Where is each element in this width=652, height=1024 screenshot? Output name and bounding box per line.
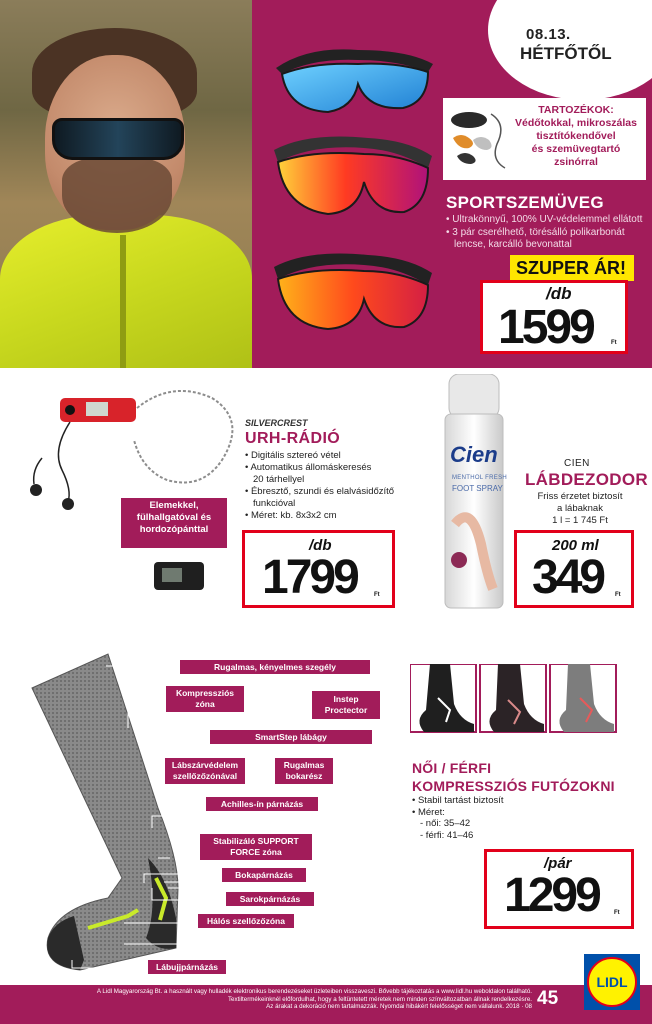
date-line1: 08.13.: [526, 26, 571, 43]
bullet-item: • Stabil tartást biztosít: [412, 795, 504, 806]
sock-label-toe: Lábujjpárnázás: [148, 960, 226, 974]
accessories-line: zsinórral: [554, 156, 598, 168]
page-number: 45: [537, 988, 559, 1009]
accessories-line: TARTOZÉKOK:: [538, 104, 614, 116]
can-line2: FOOT SPRAY: [452, 484, 503, 493]
radio-accessories-tag: [121, 498, 227, 548]
socks-title-line1: NŐI / FÉRFI: [412, 760, 492, 776]
bullet-item: funkcióval: [253, 498, 296, 509]
bullet-item: • Automatikus állomáskeresés: [245, 462, 372, 473]
sock-label-heel: Sarokpárnázás: [226, 892, 314, 906]
bullet-item: lencse, karcálló bevonattal: [454, 239, 572, 250]
desc-line: a lábaknak: [557, 503, 603, 514]
sock-label-instep: Instep Proctector: [312, 691, 380, 719]
price-currency: Ft: [374, 592, 380, 598]
sock-label-ankle: Rugalmas bokarész: [275, 758, 333, 784]
radio-brand: SILVERCREST: [245, 418, 308, 428]
sock-label-support: Stabilizáló SUPPORT FORCE zóna: [200, 834, 312, 860]
sunglasses-blue-image: [268, 38, 438, 118]
lidl-logo-icon: [584, 954, 640, 1010]
spray-brand: CIEN: [564, 458, 590, 469]
accessories-line: Védőtokkal, mikroszálas: [515, 117, 637, 129]
price-unit: /pár: [544, 855, 572, 872]
model-photo: [0, 0, 252, 368]
price-unit: /db: [546, 284, 572, 303]
bullet-item: - női: 35–42: [420, 818, 471, 829]
price-currency: Ft: [611, 340, 617, 346]
desc-line: 1 l = 1 745 Ft: [552, 515, 608, 526]
super-price-text: SZUPER ÁR!: [516, 258, 627, 278]
price-currency: Ft: [615, 592, 621, 598]
tag-line: hordozópánttal: [139, 524, 209, 535]
sock-variants-image: [410, 664, 645, 734]
bullet-item: • Ultrakönnyű, 100% UV-védelemmel ellátott: [446, 214, 643, 225]
accessories-line: tisztítókendővel: [536, 130, 616, 142]
bullet-item: • Ébresztő, szundi és elalvásidőzítő: [245, 486, 395, 497]
accessories-text: [510, 104, 642, 169]
date-line2: HÉTFŐTŐL: [520, 44, 612, 63]
tag-line: Elemekkel,: [149, 500, 199, 511]
accessories-image: [447, 104, 511, 174]
sunglasses-price: 1599: [498, 301, 593, 354]
jacket-zip: [120, 235, 126, 368]
spray-description: [520, 491, 640, 527]
legal-line: A Lidl Magyarország Bt. a használt vagy hulladék elektronikus berendezéseket üzleteiben visszaveszi. Bővebb tájékoztatás a www.lidl.hu weboldalon található.: [96, 988, 532, 995]
jacket-shape: [0, 215, 252, 368]
bullet-item: • Digitális sztereó vétel: [245, 450, 341, 461]
sunglasses-bullets: [446, 214, 646, 252]
sock-label-ankle-pad: Bokapárnázás: [222, 868, 306, 882]
desc-line: Friss érzetet biztosít: [537, 491, 623, 502]
can-brand: Cien: [450, 442, 498, 467]
socks-title: [412, 759, 615, 795]
sunglasses-red-image: [268, 128, 438, 228]
sock-label-achilles: Achilles-ín párnázás: [206, 797, 318, 811]
radio-case-image: [150, 552, 210, 608]
beard-shape: [62, 158, 172, 233]
tag-line: fülhallgatóval és: [136, 512, 212, 523]
lidl-logo: [584, 954, 640, 1010]
socks-bullets: [412, 795, 612, 841]
worn-sunglasses: [52, 118, 184, 160]
radio-price: 1799: [262, 551, 357, 604]
radio-bullets: [245, 450, 405, 522]
price-unit: 200 ml: [552, 537, 599, 554]
legal-line: Az árakat a dekoráció nem tartalmazzák. Nyomdai hibákért felelősséget nem vállalunk. 2018 · 08: [266, 1003, 532, 1010]
bullet-item: - férfi: 41–46: [420, 829, 474, 841]
bullet-item: 20 tárhellyel: [253, 474, 305, 485]
bullet-item: • Méret: kb. 8x3x2 cm: [245, 510, 337, 521]
accessories-line: és szemüvegtartó: [531, 143, 621, 155]
bullet-item: • Méret:: [412, 806, 445, 818]
radio-title: URH-RÁDIÓ: [245, 430, 341, 447]
radio-image: [22, 380, 242, 510]
sock-label-cuff: Rugalmas, kényelmes szegély: [180, 660, 370, 674]
socks-price: 1299: [504, 869, 599, 922]
sock-label-shin: Lábszárvédelem szellőzőzónával: [165, 758, 245, 784]
sock-label-mesh: Hálós szellőzőzóna: [198, 914, 294, 928]
spray-price: 349: [532, 551, 604, 604]
price-currency: Ft: [614, 910, 620, 916]
spray-title: LÁBDEZODOR: [525, 470, 648, 489]
sunglasses-title: SPORTSZEMÜVEG: [446, 193, 604, 212]
bullet-item: • 3 pár cserélhető, törésálló polikarbonát: [446, 226, 625, 238]
sock-label-compression: Kompressziós zóna: [166, 686, 244, 712]
sunglasses-orange-image: [268, 245, 438, 340]
lidl-logo-text: LIDL: [596, 974, 628, 990]
sock-label-smartstep: SmartStep lábágy: [210, 730, 372, 744]
socks-title-line2: KOMPRESSZIÓS FUTÓZOKNI: [412, 778, 615, 794]
legal-text: [20, 988, 532, 1011]
legal-line: Textiltermékeinknél előfordulhat, hogy a feltüntetett méretek nem minden színváltozatban állnak rendelkezésre.: [227, 995, 532, 1003]
can-line1: MENTHOL FRESH: [452, 475, 508, 481]
price-unit: /db: [309, 537, 332, 554]
